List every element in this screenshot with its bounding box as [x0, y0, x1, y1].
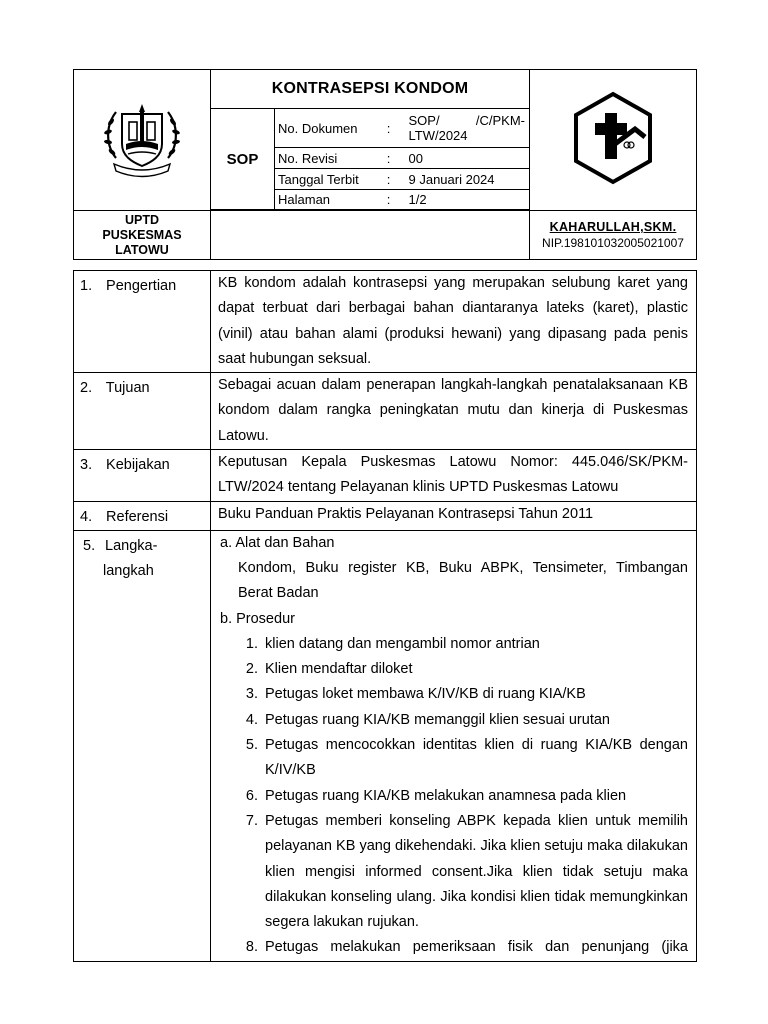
regency-emblem-icon: [96, 92, 188, 184]
step-number: 8.: [245, 939, 258, 956]
step-text: Petugas memberi konseling ABPK kepada klien untuk memilih pelayanan KB yang dikehendaki. Jika klien setuju maka dilakukan klien mengisi informed consent.Jika klien tidak setuju maka dilakukan konseling ulang. Jika kondisi klien tidak memungkinkan segera lakukan rujukan.: [265, 812, 688, 931]
step-number: 4.: [245, 711, 258, 728]
sop-content-table: [73, 270, 697, 962]
section-number: 1.: [80, 278, 93, 294]
procedure-content: [211, 530, 697, 961]
procedure-steps: [218, 632, 688, 961]
section-number: 5.: [83, 537, 96, 554]
step-text: Petugas melakukan pemeriksaan fisik dan penunjang (jika: [265, 939, 688, 956]
step-number: 7.: [245, 812, 258, 829]
issue-date-value: 9 Januari 2024: [395, 169, 530, 190]
sop-label: SOP: [211, 109, 275, 210]
step-text: Klien mendaftar diloket: [265, 661, 413, 678]
org-line-3: LATOWU: [115, 242, 169, 257]
step-number: 3.: [245, 686, 258, 703]
section-title: Kebijakan: [106, 457, 170, 474]
step-text: Petugas mencocokkan identitas klien di ruang KIA/KB dengan K/IV/KB: [265, 737, 688, 779]
regency-logo-cell: [74, 70, 211, 211]
doc-number-value: [395, 109, 530, 148]
step-number: 6.: [245, 787, 258, 804]
section-label: [74, 450, 211, 502]
section-label: [74, 271, 211, 373]
doc-number-label: No. Dokumen: [275, 109, 383, 148]
issue-date-label: Tanggal Terbit: [275, 169, 383, 190]
doc-number-line2: LTW/2024: [408, 128, 468, 143]
step-text: Petugas loket membawa K/IV/KB di ruang KIA/KB: [265, 686, 586, 703]
section-label: [74, 501, 211, 530]
section-number: 2.: [80, 380, 93, 397]
list-item: [218, 784, 688, 809]
signer-nip: NIP.198101032005021007: [542, 236, 684, 250]
section-label: [74, 530, 211, 961]
revision-label: No. Revisi: [275, 148, 383, 169]
org-line-2: PUSKESMAS: [102, 227, 182, 242]
page-colon: :: [383, 190, 395, 210]
section-row: [74, 530, 697, 961]
document-title: KONTRASEPSI KONDOM: [211, 70, 530, 109]
section-title: Tujuan: [105, 380, 150, 397]
section-row: [74, 501, 697, 530]
doc-number-line1: SOP/ /C/PKM-: [408, 113, 525, 128]
signer-block: [530, 211, 697, 260]
sop-header-table: [73, 69, 697, 260]
step-number: 1.: [245, 635, 258, 652]
revision-value: 00: [395, 148, 530, 169]
section-row: [74, 271, 697, 373]
puskesmas-logo-icon: [571, 91, 655, 185]
section-title-line2: langkah: [103, 562, 154, 579]
subsection-b-title: b. Prosedur: [220, 610, 295, 627]
section-content: KB kondom adalah kontrasepsi yang merupakan selubung karet yang dapat terbuat dari berbagai bahan diantaranya lateks (karet), plastic (vinil) atau bahan alami (produksi hewani) yang dipasang pada penis saat hubungan seksual.: [211, 271, 697, 373]
page-value: 1/2: [395, 190, 530, 210]
section-row: [74, 450, 697, 502]
section-content: Sebagai acuan dalam penerapan langkah-langkah penatalaksanaan KB kondom dalam rangka peningkatan mutu dan kinerja di Puskesmas Latowu.: [211, 373, 697, 450]
blank-signature-area: [211, 211, 530, 260]
issue-date-colon: :: [383, 169, 395, 190]
section-row: [74, 373, 697, 450]
puskesmas-logo-cell: [530, 70, 697, 211]
list-item: [218, 935, 688, 960]
section-content: Buku Panduan Praktis Pelayanan Kontrasepsi Tahun 2011: [211, 501, 697, 530]
signer-name: KAHARULLAH,SKM.: [549, 220, 677, 234]
page-label: Halaman: [275, 190, 383, 210]
list-item: [218, 708, 688, 733]
section-title: Pengertian: [106, 278, 177, 294]
subsection-a-text: Kondom, Buku register KB, Buku ABPK, Tensimeter, Timbangan Berat Badan: [238, 559, 688, 602]
list-item: [218, 632, 688, 657]
step-text: klien datang dan mengambil nomor antrian: [265, 635, 540, 652]
section-title: Referensi: [106, 508, 169, 525]
list-item: [218, 682, 688, 707]
org-line-1: UPTD: [124, 212, 160, 227]
step-number: 2.: [245, 661, 258, 678]
doc-number-colon: :: [383, 109, 395, 148]
section-label: [74, 373, 211, 450]
list-item: [218, 657, 688, 682]
section-number: 4.: [80, 508, 93, 525]
step-text: Petugas ruang KIA/KB melakukan anamnesa pada klien: [265, 787, 627, 804]
organization-name: [74, 211, 211, 260]
subsection-a-title: a. Alat dan Bahan: [220, 534, 335, 551]
step-number: 5.: [245, 737, 258, 754]
list-item: [218, 733, 688, 784]
section-number: 3.: [80, 457, 93, 474]
step-text: Petugas ruang KIA/KB memanggil klien sesuai urutan: [265, 711, 610, 728]
revision-colon: :: [383, 148, 395, 169]
list-item: [218, 809, 688, 935]
section-content: Keputusan Kepala Puskesmas Latowu Nomor: 445.046/SK/PKM-LTW/2024 tentang Pelayanan klinis UPTD Puskesmas Latowu: [211, 450, 697, 502]
section-title-line1: Langka-: [105, 537, 158, 554]
